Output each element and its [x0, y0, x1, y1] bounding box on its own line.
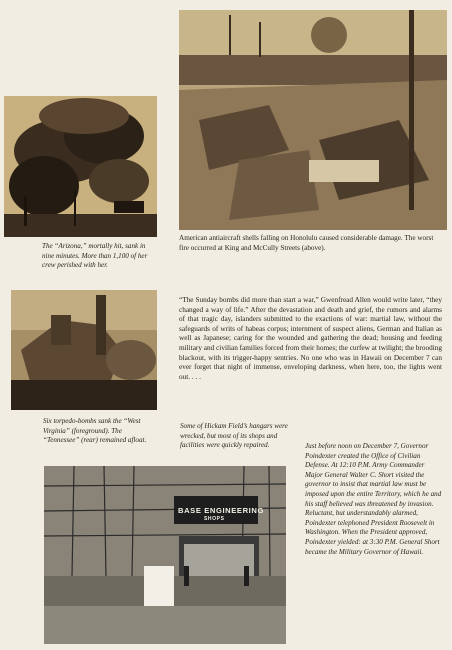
shops-sign: SHOPS	[204, 516, 225, 522]
west-virginia-photo	[11, 290, 157, 410]
hickam-caption: Some of Hickam Field’s hangars were wrecked, but most of its shops and facilities were quickly repaired.	[180, 422, 288, 450]
arizona-caption: The “Arizona,” mortally hit, sank in nine minutes. More than 1,100 of her crew perished with her.	[42, 242, 148, 270]
allen-quote-paragraph: “The Sunday bombs did more than start a war,” Gwenfread Allen would write later, “they changed a way of life.” After the devastation and death and grief, the rumors and alarms of that tragic day, islanders submitted to the exactions of war: martial law, without the safeguards of writs of habeas corpus; internment of suspect aliens, German and Italian as well as Japanese; caring for the wounded and gathering the dead; housing and feeding military and civilian families forced from their homes; the curfew at twilight; the brooding blackout, with its trigger-happy sentries. No one who was in Hawaii on December 7 can ever forget that night of immense, enveloping darkness, when here, too, the lights went out. . . .	[179, 296, 442, 381]
poindexter-caption: Just before noon on December 7, Governor Poindexter created the Office of Civilian Defense. At 12:10 P.M. Army Commander Major General Walter C. Short visited the governor to insist that martial law must be imposed upon the entire Territory, which he and his staff believed was threatened by invasion. Reluctant, but understandably alarmed, Poindexter telephoned President Roosevelt in Washington. When the President approved, Poindexter yielded: at 3:30 P.M. General Short became the Military Governor of Hawaii.	[305, 442, 442, 556]
base-engineering-sign: BASE ENGINEERING	[178, 506, 264, 515]
honolulu-damage-photo	[179, 10, 447, 230]
west-virginia-caption: Six torpedo-bombs sank the “West Virginia” (foreground). The “Tennessee” (rear) remained afloat.	[43, 417, 147, 445]
arizona-photo	[4, 96, 157, 237]
honolulu-caption: American antiaircraft shells falling on Honolulu caused considerable damage. The worst fire occurred at King and McCully Streets (above).	[179, 234, 434, 252]
hickam-hangar-photo	[44, 466, 286, 644]
